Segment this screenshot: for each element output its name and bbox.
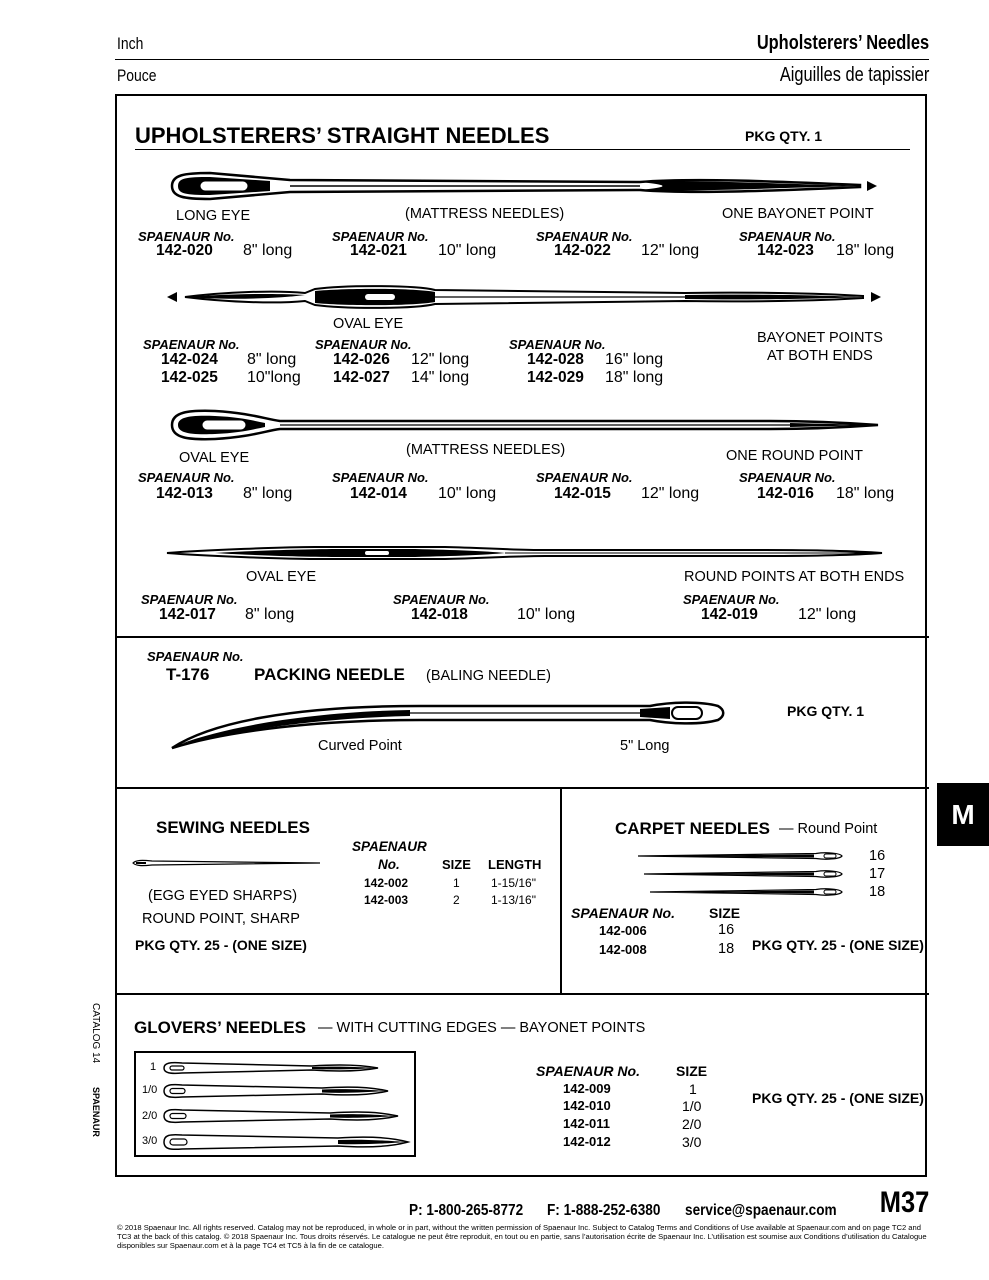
part-number: 142-018	[411, 606, 468, 623]
divider-vertical	[560, 789, 562, 993]
carpet-drawn-size: 16	[869, 848, 886, 864]
part-length: 12" long	[641, 242, 700, 259]
carpet-subtitle: — Round Point	[779, 821, 878, 837]
part-length: 10"long	[247, 369, 301, 386]
part-length: 18" long	[836, 485, 895, 502]
needle-long-eye	[170, 170, 880, 204]
spn-label: SPAENAUR No.	[141, 592, 238, 607]
part-number: 142-023	[757, 242, 814, 259]
part-length: 8" long	[243, 242, 293, 259]
row3-mid-label: (MATTRESS NEEDLES)	[406, 442, 566, 458]
carpet-needles-drawing	[636, 851, 846, 897]
glovers-drawn-size: 1/0	[142, 1084, 158, 1096]
packing-curved: Curved Point	[318, 738, 402, 754]
side-brand: SPAENAUR	[91, 1087, 101, 1137]
spn-label: SPAENAUR No.	[683, 592, 780, 607]
packing-number: T-176	[166, 665, 210, 684]
sewing-part: 142-003	[364, 893, 409, 907]
glovers-size: 3/0	[682, 1134, 702, 1150]
carpet-part: 142-006	[599, 923, 647, 938]
row4-right-label: ROUND POINTS AT BOTH ENDS	[684, 569, 905, 585]
sewing-col-spn-1: SPAENAUR	[352, 839, 427, 854]
part-length: 8" long	[243, 485, 293, 502]
spn-label: SPAENAUR No.	[332, 470, 429, 485]
header-inch: Inch	[117, 34, 144, 53]
spn-label: SPAENAUR No.	[315, 337, 412, 352]
sewing-length: 1-13/16"	[491, 893, 536, 907]
carpet-pkg: PKG QTY. 25 - (ONE SIZE)	[752, 937, 924, 953]
carpet-col-size: SIZE	[709, 905, 741, 921]
carpet-part: 142-008	[599, 942, 647, 957]
glovers-part: 142-009	[563, 1081, 611, 1096]
title-rule	[135, 149, 910, 150]
part-number: 142-024	[161, 351, 218, 368]
sewing-size: 1	[453, 876, 460, 890]
glovers-needles-drawing	[162, 1060, 412, 1152]
part-length: 16" long	[605, 351, 664, 368]
part-number: 142-013	[156, 485, 213, 502]
part-number: 142-017	[159, 606, 216, 623]
carpet-title: CARPET NEEDLES	[615, 819, 770, 838]
sewing-needle-drawing	[132, 859, 322, 867]
footer-email[interactable]: service@spaenaur.com	[685, 1202, 837, 1219]
packing-title: PACKING NEEDLE	[254, 665, 405, 684]
spn-label: SPAENAUR No.	[536, 229, 633, 244]
side-catalog: CATALOG 14	[90, 1003, 101, 1064]
part-length: 8" long	[247, 351, 297, 368]
part-number: 142-019	[701, 606, 758, 623]
spn-label: SPAENAUR No.	[143, 337, 240, 352]
part-number: 142-016	[757, 485, 814, 502]
part-length: 18" long	[836, 242, 895, 259]
glovers-subtitle: — WITH CUTTING EDGES — BAYONET POINTS	[318, 1020, 646, 1036]
part-number: 142-029	[527, 369, 584, 386]
section-tab[interactable]: M	[937, 783, 989, 846]
part-number: 142-028	[527, 351, 584, 368]
spn-label: SPAENAUR No.	[138, 470, 235, 485]
row1-mid-label: (MATTRESS NEEDLES)	[405, 206, 565, 222]
row4-left-label: OVAL EYE	[246, 569, 317, 585]
part-number: 142-027	[333, 369, 390, 386]
carpet-col-spn: SPAENAUR No.	[571, 905, 675, 921]
part-number: 142-022	[554, 242, 611, 259]
packing-spn: SPAENAUR No.	[147, 649, 244, 664]
spn-label: SPAENAUR No.	[739, 229, 836, 244]
row1-left-label: LONG EYE	[176, 208, 251, 224]
sewing-length: 1-15/16"	[491, 876, 536, 890]
part-number: 142-021	[350, 242, 407, 259]
part-length: 12" long	[641, 485, 700, 502]
glovers-size: 2/0	[682, 1116, 702, 1132]
sewing-size: 2	[453, 893, 460, 907]
part-number: 142-025	[161, 369, 218, 386]
part-length: 12" long	[798, 606, 857, 623]
divider-1	[115, 636, 929, 638]
header-pouce: Pouce	[117, 66, 157, 85]
part-number: 142-026	[333, 351, 390, 368]
part-number: 142-015	[554, 485, 611, 502]
needle-oval-eye-round	[170, 408, 882, 444]
sewing-desc1: (EGG EYED SHARPS)	[148, 888, 298, 904]
page-number: M37	[879, 1186, 929, 1219]
sewing-desc2: ROUND POINT, SHARP	[142, 911, 300, 927]
spn-label: SPAENAUR No.	[536, 470, 633, 485]
header-title: Upholsterers’ Needles	[756, 32, 929, 54]
glovers-col-size: SIZE	[676, 1063, 708, 1079]
glovers-part: 142-010	[563, 1098, 611, 1113]
part-length: 8" long	[245, 606, 295, 623]
glovers-pkg: PKG QTY. 25 - (ONE SIZE)	[752, 1090, 924, 1106]
footer-copyright: © 2018 Spaenaur Inc. All rights reserved. Catalog may not be reproduced, in whole or in part, without the written permission of Spaenaur Inc. Subject to Catalog Terms and Conditions of Use available at Spaenaur.com and on page TC2 and TC3 at the back of this catalog. © 2018 Spaenaur Inc. Tous droits réservés. Le catalogue ne peut être reproduit, en tout ou en partie, sans l’autorisation écrite de Spaenaur Inc. L’utilisation est soumise aux Conditions d’utilisation du Catalogue disponibles sur Spaenaur.com et à la page TC4 et TC5 à la fin de ce catalogue.	[117, 1223, 927, 1250]
glovers-size: 1/0	[682, 1098, 702, 1114]
sewing-pkg: PKG QTY. 25 - (ONE SIZE)	[135, 937, 307, 953]
packing-length: 5" Long	[620, 738, 670, 754]
header-rule	[115, 59, 929, 60]
straight-title: UPHOLSTERERS’ STRAIGHT NEEDLES	[135, 123, 550, 148]
row3-right-label: ONE ROUND POINT	[726, 448, 863, 464]
needle-double-bayonet	[165, 284, 885, 310]
part-length: 10" long	[517, 606, 576, 623]
footer-fax[interactable]: F: 1-888-252-6380	[547, 1202, 661, 1219]
glovers-size: 1	[689, 1081, 697, 1097]
row2-eye-label: OVAL EYE	[333, 316, 404, 332]
sewing-part: 142-002	[364, 876, 409, 890]
spn-label: SPAENAUR No.	[393, 592, 490, 607]
spn-label: SPAENAUR No.	[138, 229, 235, 244]
row3-left-label: OVAL EYE	[179, 450, 250, 466]
divider-2	[115, 787, 929, 789]
sewing-col-length: LENGTH	[488, 857, 542, 872]
footer-phone[interactable]: P: 1-800-265-8772	[409, 1202, 524, 1219]
sewing-col-size: SIZE	[442, 857, 471, 872]
needle-double-round	[165, 543, 885, 563]
spn-label: SPAENAUR No.	[332, 229, 429, 244]
glovers-col-spn: SPAENAUR No.	[536, 1063, 640, 1079]
carpet-size: 16	[718, 922, 735, 938]
packing-subtitle: (BALING NEEDLE)	[426, 668, 551, 684]
divider-3	[115, 993, 929, 995]
part-length: 12" long	[411, 351, 470, 368]
part-length: 10" long	[438, 485, 497, 502]
sewing-title: SEWING NEEDLES	[156, 818, 310, 837]
glovers-title: GLOVERS’ NEEDLES	[134, 1018, 306, 1037]
glovers-drawn-size: 2/0	[142, 1110, 158, 1122]
part-length: 14" long	[411, 369, 470, 386]
glovers-part: 142-011	[563, 1116, 610, 1131]
part-number: 142-014	[350, 485, 407, 502]
row2-right-label-1: BAYONET POINTS	[757, 330, 883, 346]
straight-pkg: PKG QTY. 1	[745, 128, 823, 144]
sewing-col-spn-2: No.	[378, 857, 400, 872]
glovers-drawn-size: 3/0	[142, 1135, 158, 1147]
spn-label: SPAENAUR No.	[509, 337, 606, 352]
spn-label: SPAENAUR No.	[739, 470, 836, 485]
glovers-part: 142-012	[563, 1134, 611, 1149]
glovers-drawn-size: 1	[150, 1061, 157, 1073]
carpet-size: 18	[718, 941, 735, 957]
part-length: 18" long	[605, 369, 664, 386]
row1-right-label: ONE BAYONET POINT	[722, 206, 874, 222]
packing-pkg: PKG QTY. 1	[787, 703, 865, 719]
part-number: 142-020	[156, 242, 213, 259]
part-length: 10" long	[438, 242, 497, 259]
row2-right-label-2: AT BOTH ENDS	[767, 348, 873, 364]
header-title-fr: Aiguilles de tapissier	[779, 64, 929, 86]
carpet-drawn-size: 18	[869, 884, 886, 900]
carpet-drawn-size: 17	[869, 866, 886, 882]
